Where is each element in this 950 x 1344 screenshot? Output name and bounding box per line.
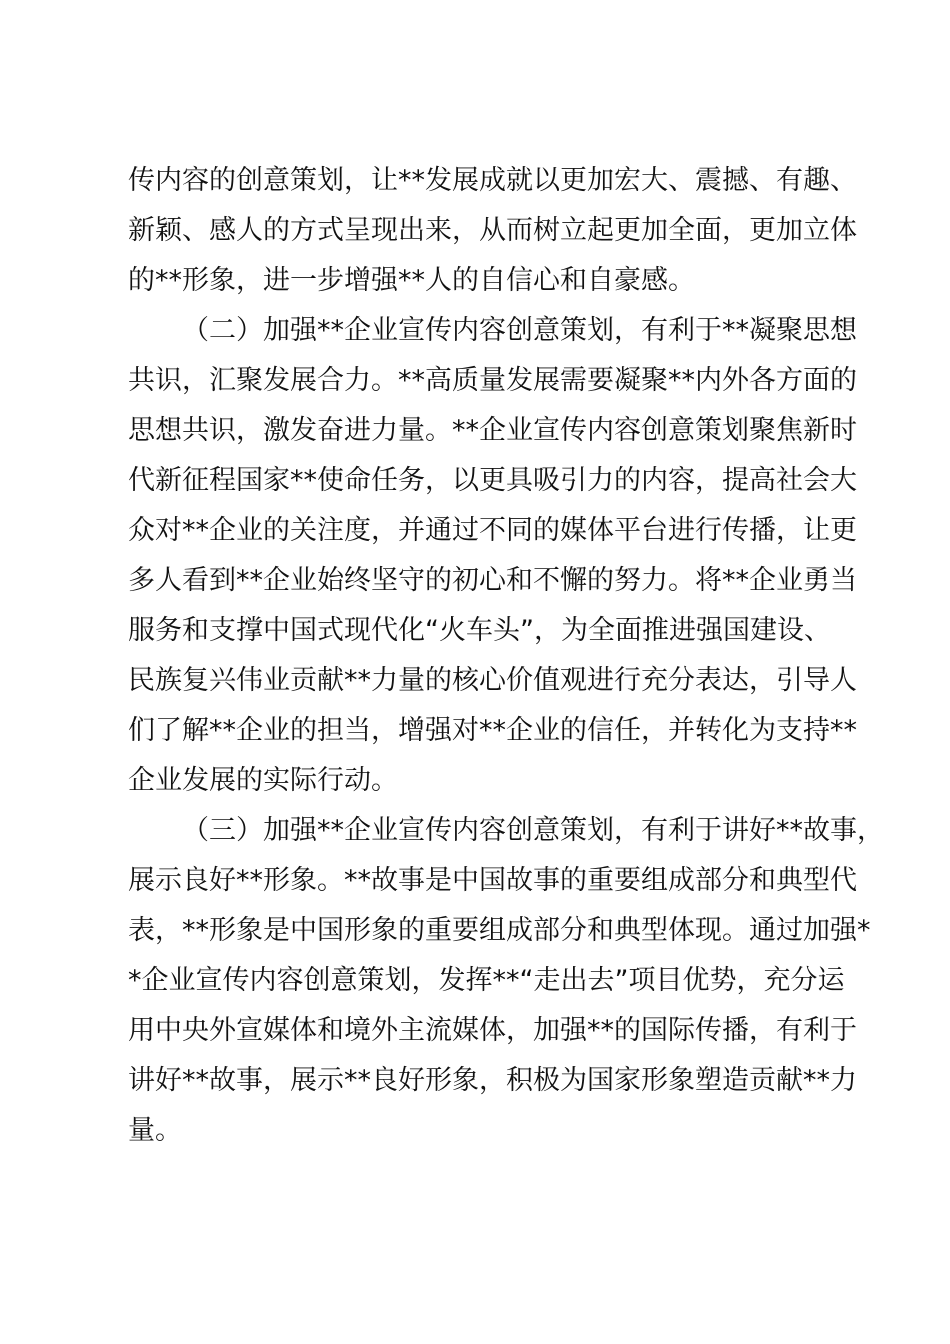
text-line: 思想共识，激发奋进力量。**企业宣传内容创意策划聚焦新时 — [128, 415, 857, 446]
text-line: 传内容的创意策划，让**发展成就以更加宏大、震撼、有趣、 — [128, 165, 857, 196]
body-text — [128, 156, 884, 1156]
paragraph-two-first-line: （二）加强**企业宣传内容创意策划，有利于**凝聚思想 — [182, 315, 857, 346]
text-line: 多人看到**企业始终坚守的初心和不懈的努力。将**企业勇当 — [128, 565, 857, 596]
text-line: 众对**企业的关注度，并通过不同的媒体平台进行传播，让更 — [128, 515, 857, 546]
text-line: 讲好**故事，展示**良好形象，积极为国家形象塑造贡献**力 — [128, 1065, 857, 1096]
text-line: 共识，汇聚发展合力。**高质量发展需要凝聚**内外各方面的 — [128, 365, 857, 396]
text-line: *企业宣传内容创意策划，发挥**“走出去”项目优势，充分运 — [128, 965, 845, 996]
text-line: 服务和支撑中国式现代化“火车头”，为全面推进强国建设、 — [128, 615, 831, 646]
text-line: 们了解**企业的担当，增强对**企业的信任，并转化为支持** — [128, 715, 857, 746]
text-line: 的**形象，进一步增强**人的自信心和自豪感。 — [128, 265, 695, 296]
text-line: 表，**形象是中国形象的重要组成部分和典型体现。通过加强* — [128, 915, 871, 946]
text-line: 展示良好**形象。**故事是中国故事的重要组成部分和典型代 — [128, 865, 857, 896]
text-line: 量。 — [128, 1115, 182, 1146]
paragraph-three-first-line: （三）加强**企业宣传内容创意策划，有利于讲好**故事， — [182, 815, 884, 846]
text-line: 用中央外宣媒体和境外主流媒体，加强**的国际传播，有利于 — [128, 1015, 857, 1046]
text-line: 企业发展的实际行动。 — [128, 765, 398, 796]
text-line: 民族复兴伟业贡献**力量的核心价值观进行充分表达，引导人 — [128, 665, 857, 696]
text-line: 代新征程国家**使命任务，以更具吸引力的内容，提高社会大 — [128, 465, 857, 496]
text-line: 新颖、感人的方式呈现出来，从而树立起更加全面，更加立体 — [128, 215, 857, 246]
